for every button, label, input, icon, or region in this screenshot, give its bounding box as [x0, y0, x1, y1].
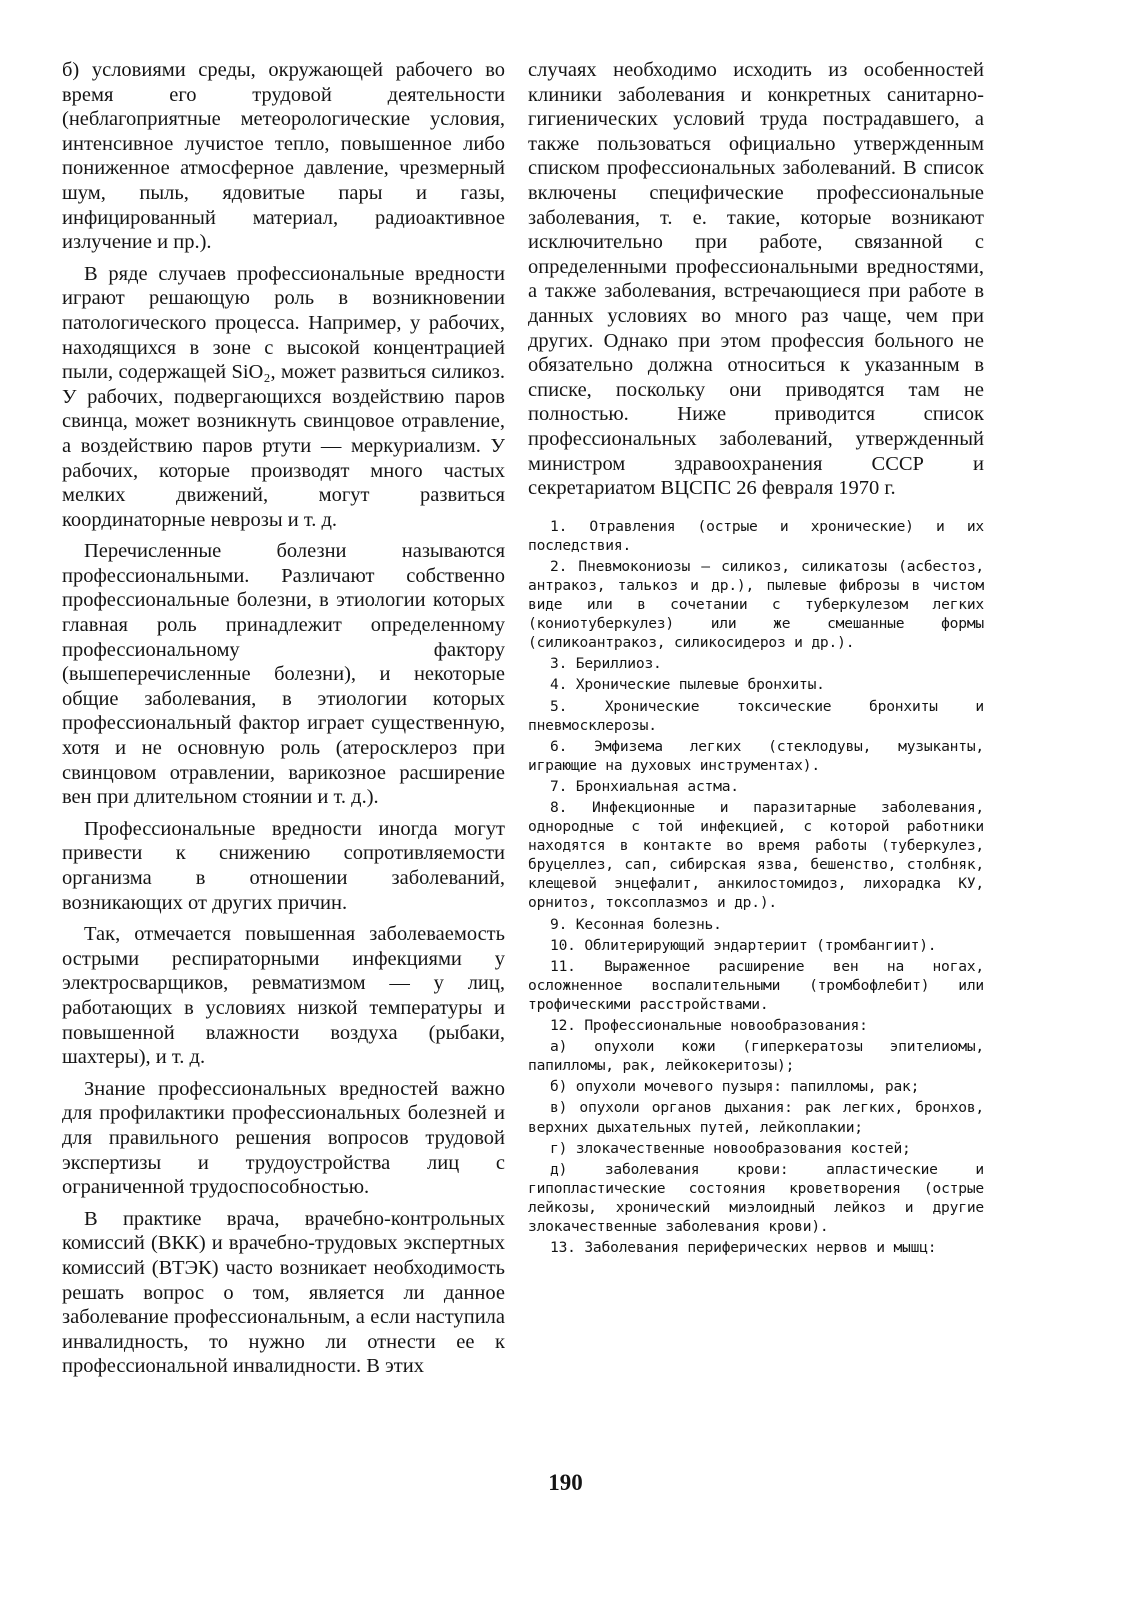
list-item: д) заболевания крови: апластические и гипопластические состояния кроветворения (острые лейкозы, хронический миэлоидный лейкоз и другие злокачественные заболевания крови). [528, 1160, 984, 1235]
paragraph: б) условиями среды, окружающей рабочего во время его трудовой деятельности (неблагоприятные метеорологические условия, интенсивное лучистое тепло, повышенное либо пониженное атмосферное давление, чрезмерный шум, пыль, ядовитые пары и газы, инфицированный материал, радиоактивное излучение и пр.). [62, 59, 505, 254]
list-item: 4. Хронические пылевые бронхиты. [550, 676, 825, 694]
list-item: 1. Отравления (острые и хронические) и их последствия. [528, 517, 984, 554]
list-item: 12. Профессиональные новообразования: [550, 1017, 868, 1035]
paragraph: В ряде случаев профессиональные вредности играют решающую роль в возникновении патологического процесса. Например, у рабочих, находящихся в зоне с высокой концентрацией пыли, содержащей SiO₂, может развиться силикоз. У рабочих, подвергающихся воздействию паров свинца, может возникнуть свинцовое отравление, а воздействию паров ртути — меркуриализм. У рабочих, которые производят много частых мелких движений, могут развиться координаторные неврозы и т. д. [62, 262, 505, 531]
list-item: в) опухоли органов дыхания: рак легких, бронхов, верхних дыхательных путей, лейкоплакии; [528, 1099, 984, 1136]
list-item: а) опухоли кожи (гиперкератозы эпителиомы, папилломы, рак, лейкокеритозы); [528, 1038, 984, 1075]
list-item: 6. Эмфизема легких (стеклодувы, музыканты, играющие на духовых инструментах). [528, 737, 984, 774]
list-item: 7. Бронхиальная астма. [550, 777, 739, 795]
paragraph: Перечисленные болезни называются профессиональными. Различают собственно профессиональные болезни, в этиологии которых главная роль принадлежит определенному профессиональному фактору (вышеперечисленные болезни), и некоторые общие заболевания, в этиологии которых профессиональный фактор играет существенную, хотя и не основную роль (атеросклероз при свинцовом отравлении, варикозное расширение вен при длительном стоянии и т. д.). [62, 540, 505, 809]
paragraph: Так, отмечается повышенная заболеваемость острыми респираторными инфекциями у электросварщиков, ревматизмом — у лиц, работающих в условиях низкой температуры и повышенной влажности воздуха (рыбаки, шахтеры), и т. д. [62, 923, 505, 1069]
left-column [62, 58, 505, 1386]
page-number: 190 [548, 1470, 583, 1495]
list-item: 2. Пневмокониозы — силикоз, силикатозы (асбестоз, антракоз, талькоз и др.), пылевые фиброзы в чистом виде или в сочетании с туберкулезом легких (кониотуберкулез) или же смешанные формы (силикоантракоз, силикосидероз и др.). [528, 557, 984, 652]
paragraph: Знание профессиональных вредностей важно для профилактики профессиональных болезней и для правильного решения вопросов трудовой экспертизы и трудоустройства лиц с ограниченной трудоспособностью. [62, 1077, 505, 1199]
right-column [528, 58, 984, 1259]
paragraph: случаях необходимо исходить из особенностей клиники заболевания и конкретных санитарно-гигиенических условий труда пострадавшего, а также пользоваться официально утвержденным списком профессиональных заболеваний. В список включены специфические профессиональные заболевания, т. е. такие, которые возникают исключительно при работе, связанной с определенными профессиональными вредностями, а также заболевания, встречающиеся при работе в данных условиях во много раз чаще, чем при других. Однако при этом профессия больного не обязательно должна относиться к указанным в списке, поскольку они приводятся там не полностью. Ниже приводится список профессиональных заболеваний, утвержденный министром здравоохранения СССР и секретариатом ВЦСПС 26 февраля 1970 г. [528, 59, 984, 500]
list-item: 5. Хронические токсические бронхиты и пневмосклерозы. [528, 697, 984, 734]
list-item: 3. Бериллиоз. [550, 655, 662, 673]
list-item: 9. Кесонная болезнь. [550, 915, 722, 933]
list-item: 8. Инфекционные и паразитарные заболевания, однородные с той инфекцией, с которой работники находятся в контакте во время работы (туберкулез, бруцеллез, сап, сибирская язва, бешенство, столбняк, клещевой энцефалит, анкилостомидоз, лихорадка КУ, орнитоз, токсоплазмоз и др.). [528, 799, 984, 912]
paragraph: В практике врача, врачебно-контрольных комиссий (ВКК) и врачебно-трудовых экспертных комиссий (ВТЭК) часто возникает необходимость решать вопрос о том, является ли данное заболевание профессиональным, а если наступила инвалидность, то нужно ли отнести ее к профессиональной инвалидности. В этих [62, 1207, 505, 1378]
paragraph: Профессиональные вредности иногда могут привести к снижению сопротивляемости организма в отношении заболеваний, возникающих от других причин. [62, 817, 505, 914]
list-item: 11. Выраженное расширение вен на ногах, осложненное воспалительными (тромбофлебит) или трофическими расстройствами. [528, 957, 984, 1013]
disease-list [528, 517, 984, 1257]
list-item: 10. Облитерирующий эндартериит (тромбангиит). [550, 936, 937, 954]
list-item: г) злокачественные новообразования костей; [550, 1139, 911, 1157]
list-item: 13. Заболевания периферических нервов и мышц: [550, 1239, 937, 1257]
list-item: б) опухоли мочевого пузыря: папилломы, рак; [550, 1078, 920, 1096]
